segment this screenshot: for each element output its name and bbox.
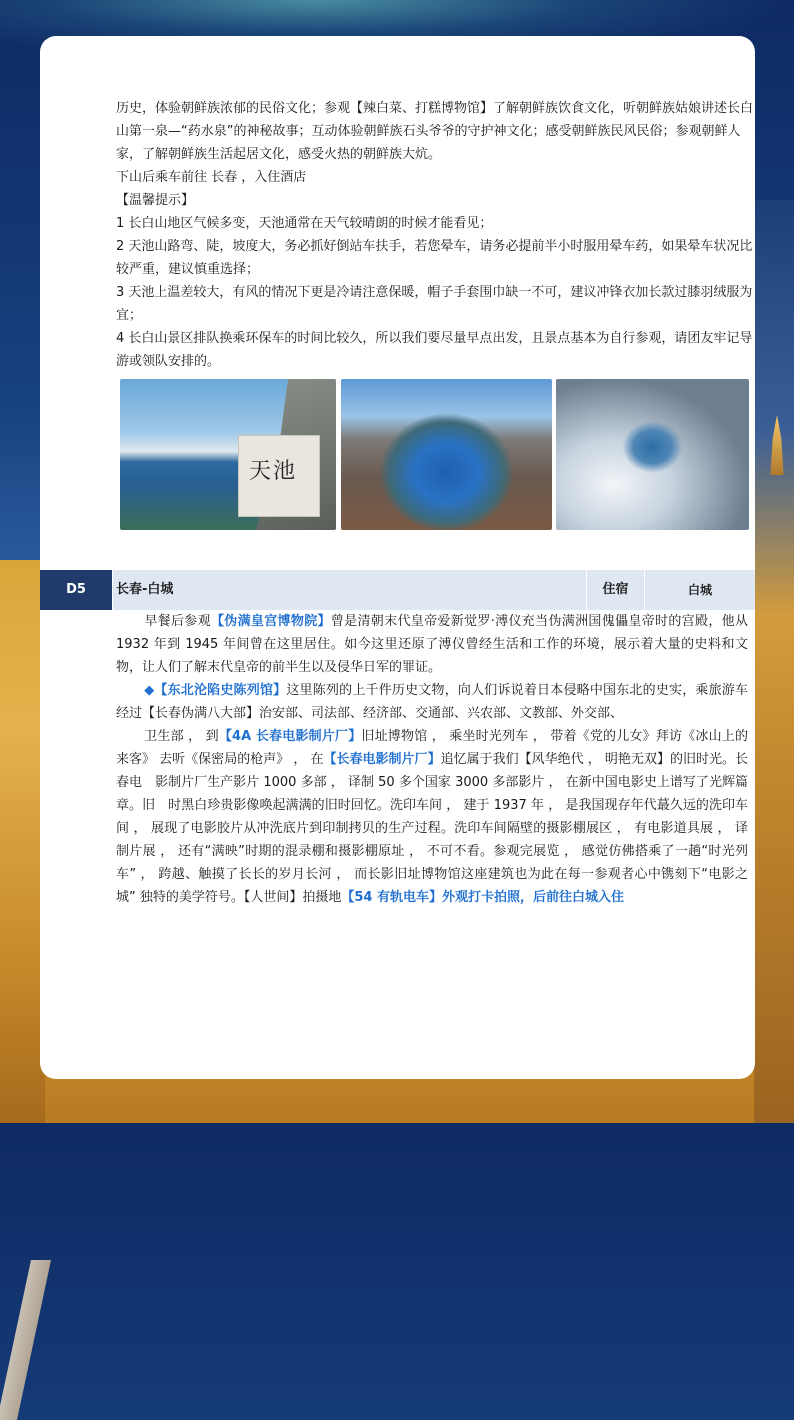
itinerary-para-3	[116, 725, 748, 909]
tips-heading: 【温馨提示】	[116, 193, 195, 208]
crater-lake-photo	[341, 379, 552, 530]
highlight-film-studio: 【4A 长春电影制片厂】	[218, 729, 362, 744]
day5-header-row	[40, 570, 755, 610]
text-run: 这里陈列的上千件历史文物，向人们诉说着日本侵略中国东北的史实，乘旅游车经过【长春伪满八大部】治安部、司法部、经济部、交通部、兴农部、文教部、外交部、	[116, 683, 748, 721]
highlight-palace-museum: 【伪满皇宫博物院】	[210, 614, 331, 629]
text-run: 追忆属于我们【风华绝代 ， 明艳无双】的旧时光。长春电 影制片厂生产影片 1000 多部 ， 译制 50 多个国家 3000 多部影片 ， 在新中国电影史上谱写了光辉篇章。旧 时黑白珍贵影像唤起满满的旧时回忆。洗印车间 ， 建于 1937 年 ， 是我国现存年代蕞久远的洗印车间 ， 展现了电影胶片从冲洗底片到印制拷贝的生产过程。洗印车间隔壁的摄影棚展区 ， 有电影道具展 ， 译制片展 ， 还有“满映”时期的混录棚和摄影棚原址 ， 不可不看。参观完展览 ， 感觉仿佛搭乘了一趟“时光列车” ， 跨越、触摸了长长的岁月长河 ， 而长影旧址博物馆这座建筑也为此在每一参观者心中镌刻下“电影之城” 独特的美学符号。【人世间】拍摄地	[116, 752, 748, 905]
text-run: 旧址博物馆 ， 乘坐时光列车 ， 带着《党的儿女》拜访《冰山上的来客》 去听《保密局的枪声》 ， 在	[116, 729, 749, 767]
day4-paragraph: 历史，体验朝鲜族浓郁的民俗文化；参观【辣白菜、打糕博物馆】了解朝鲜族饮食文化，听朝鲜族姑娘讲述长白山第一泉—“药水泉”的神秘故事；互动体验朝鲜族石头爷爷的守护神文化；感受朝鲜族民风民俗；参观朝鲜人家，了解朝鲜族生活起居文化，感受火热的朝鲜族大炕。	[116, 101, 754, 162]
stay-label: 住宿	[587, 570, 644, 610]
day5-itinerary-text	[116, 610, 748, 909]
train-rail-decoration	[0, 1260, 51, 1420]
text-run: 卫生部 ， 到	[144, 729, 219, 744]
stele-inscription: 天池	[249, 459, 298, 484]
text-run: 曾是清朝末代皇帝爱新觉罗·溥仪充当伪满洲国傀儡皇帝时的宫殿，他从 1932 年到 1945 年间曾在这里居住。如今这里还原了溥仪曾经生活和工作的环境，展示着大量的史料和文物，让人们了解末代皇帝的前半生以及侵华日军的罪证。	[116, 614, 748, 675]
snowy-crater-aerial-photo	[556, 379, 749, 530]
day-route-title: 长春-白城	[113, 570, 586, 610]
stone-stele	[238, 435, 320, 517]
tip-3: 3 天池上温差较大，有风的情况下更是冷请注意保暖，帽子手套围巾缺一不可，建议冲锋衣加长款过膝羽绒服为宜；	[116, 285, 753, 323]
left-decorative-banner	[0, 560, 45, 1123]
itinerary-para-1	[116, 610, 748, 679]
tip-4: 4 长白山景区排队换乘环保车的时间比较久，所以我们要尽量早点出发，且景点基本为自行参观，请团友牢记导游或领队安排的。	[116, 331, 753, 369]
highlight-tram: 【54 有轨电车】外观打卡拍照，后前往白城入住	[341, 890, 624, 905]
day4-text-block	[116, 97, 756, 373]
text-run: 早餐后参观	[144, 614, 211, 629]
tower-decoration	[766, 415, 788, 475]
itinerary-para-2	[116, 679, 748, 725]
right-decorative-banner	[754, 200, 794, 1123]
highlight-occupation-museum: ◆【东北沦陷史陈列馆】	[144, 683, 287, 698]
tip-1: 1 长白山地区气候多变，天池通常在天气较晴朗的时候才能看见；	[116, 216, 493, 231]
highlight-film-studio-2: 【长春电影制片厂】	[323, 752, 441, 767]
tip-2: 2 天池山路弯、陡，坡度大，务必抓好倒站车扶手，若您晕车，请务必提前半小时服用晕车药，如果晕车状况比较严重，建议慎重选择；	[116, 239, 753, 277]
transfer-note: 下山后乘车前往 长春 ，入住酒店	[116, 170, 307, 185]
day-badge: D5	[40, 570, 112, 610]
stay-value: 白城	[645, 570, 755, 610]
tianchi-stele-photo	[120, 379, 336, 530]
